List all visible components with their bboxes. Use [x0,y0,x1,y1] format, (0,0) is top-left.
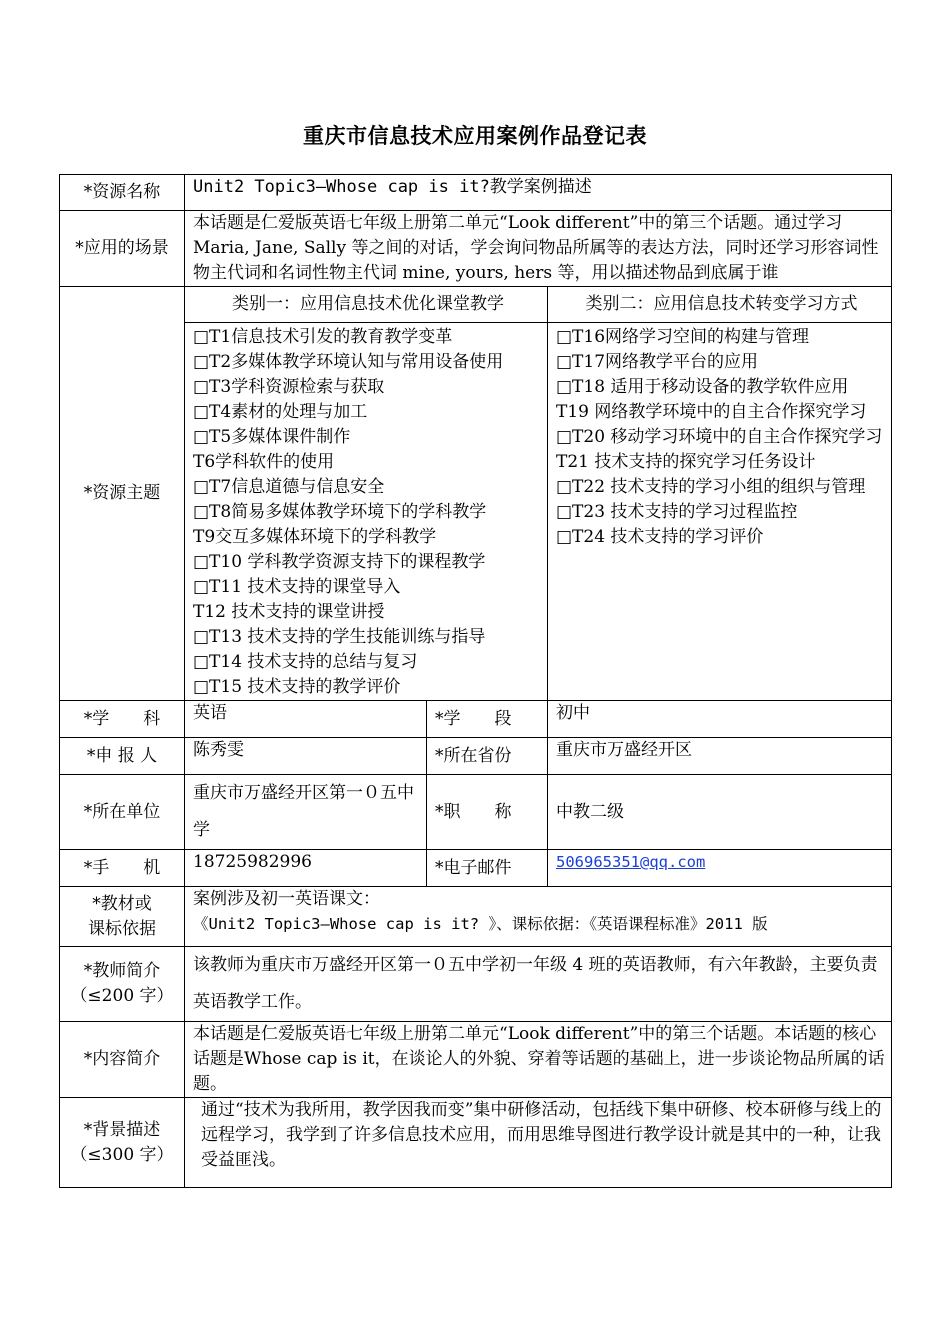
background-value: 通过“技术为我所用，教学因我而变”集中研修活动，包括线下集中研修、校本研修与线上的远程学习，我学到了许多信息技术应用，而用思维导图进行教学设计就是其中的一种，让我受益匪浅。 [185,1098,892,1188]
unit-value: 重庆市万盛经开区第一０五中学 [185,775,427,850]
topic-item-t20[interactable]: □T20 移动学习环境中的自主合作探究学习 [556,427,883,447]
subject-value: 英语 [185,701,427,738]
topic-item-t18[interactable]: □T18 适用于移动设备的教学软件应用 [556,377,849,397]
page-title: 重庆市信息技术应用案例作品登记表 [303,123,647,148]
topic-item-t16[interactable]: □T16网络学习空间的构建与管理 [556,327,810,347]
phone-value: 18725982996 [185,850,427,887]
resource-name-value: Unit2 Topic3—Whose cap is it?教学案例描述 [185,175,892,211]
email-link[interactable]: 506965351@qq.com [556,853,706,871]
topic-item-t5[interactable]: □T5多媒体课件制作 [193,427,351,447]
topic-item-t10[interactable]: □T10 学科教学资源支持下的课程教学 [193,552,486,572]
textbook-value [185,887,892,947]
email-label: *电子邮件 [427,850,548,887]
topic-item-t4[interactable]: □T4素材的处理与加工 [193,402,368,422]
background-label [60,1098,185,1188]
teacher-intro-label-line2: （≤200 字） [70,986,174,1006]
textbook-label-line1: *教材或 [92,893,152,914]
topic-item-t6[interactable]: T6学科软件的使用 [193,452,335,472]
content-intro-value: 本话题是仁爱版英语七年级上册第二单元“Look different”中的第三个话题。本话题的核心话题是Whose cap is it，在谈论人的外貌、穿着等话题的基础上，进一步谈论物品所属的话题。 [185,1022,892,1098]
topic-item-t8[interactable]: □T8简易多媒体教学环境下的学科教学 [193,502,487,522]
topic-item-t21[interactable]: T21 技术支持的探究学习任务设计 [556,452,816,472]
content-intro-label: *内容简介 [60,1022,185,1098]
topic-item-t15[interactable]: □T15 技术支持的教学评价 [193,677,401,697]
stage-label: *学 段 [427,701,548,738]
textbook-line2: 《Unit2 Topic3—Whose cap is it? 》、课标依据：《英语课程标准》2011 版 [193,915,768,933]
topic-item-t2[interactable]: □T2多媒体教学环境认知与常用设备使用 [193,352,504,372]
textbook-line1: 案例涉及初一英语课文： [193,889,380,909]
background-label-line1: *背景描述 [83,1119,161,1140]
background-label-line2: （≤300 字） [70,1144,174,1165]
topic-item-t23[interactable]: □T23 技术支持的学习过程监控 [556,502,798,522]
applicant-label: *申 报 人 [60,738,185,775]
topic-item-t14[interactable]: □T14 技术支持的总结与复习 [193,652,418,672]
topic-item-t7[interactable]: □T7信息道德与信息安全 [193,477,385,497]
scene-label: *应用的场景 [60,211,185,287]
applicant-value: 陈秀雯 [185,738,427,775]
textbook-label-line2: 课标依据 [88,918,156,939]
province-label: *所在省份 [427,738,548,775]
topic-item-t19[interactable]: T19 网络教学环境中的自主合作探究学习 [556,402,867,422]
resource-name-label: *资源名称 [60,175,185,211]
category-two-list [548,323,892,701]
topic-item-t17[interactable]: □T17网络教学平台的应用 [556,352,759,372]
phone-label: *手 机 [60,850,185,887]
topic-item-t13[interactable]: □T13 技术支持的学生技能训练与指导 [193,627,486,647]
topic-item-t22[interactable]: □T22 技术支持的学习小组的组织与管理 [556,477,866,497]
topic-item-t3[interactable]: □T3学科资源检索与获取 [193,377,385,397]
topic-item-t12[interactable]: T12 技术支持的课堂讲授 [193,602,385,622]
province-value: 重庆市万盛经开区 [548,738,892,775]
stage-value: 初中 [548,701,892,738]
email-cell [548,850,892,887]
title-rank-value: 中教二级 [548,775,892,850]
teacher-intro-label [60,947,185,1022]
category-two-title: 类别二：应用信息技术转变学习方式 [548,287,892,323]
subject-label: *学 科 [60,701,185,738]
textbook-label [60,887,185,947]
registration-form-table [59,174,892,1188]
category-one-list [185,323,548,701]
unit-label: *所在单位 [60,775,185,850]
teacher-intro-value: 该教师为重庆市万盛经开区第一０五中学初一年级 4 班的英语教师，有六年教龄，主要负责英语教学工作。 [185,947,892,1022]
topic-item-t24[interactable]: □T24 技术支持的学习评价 [556,527,764,547]
category-one-title: 类别一：应用信息技术优化课堂教学 [185,287,548,323]
topic-item-t9[interactable]: T9交互多媒体环境下的学科教学 [193,527,437,547]
topic-item-t11[interactable]: □T11 技术支持的课堂导入 [193,577,401,597]
scene-value: 本话题是仁爱版英语七年级上册第二单元“Look different”中的第三个话题。通过学习 Maria, Jane, Sally 等之间的对话，学会询问物品所属等的表达方法，同时还学习形容词性物主代词和名词性物主代词 mine, yours, hers 等，用以描述物品到底属于谁 [185,211,892,287]
topic-item-t1[interactable]: □T1信息技术引发的教育教学变革 [193,327,453,347]
title-rank-label: *职 称 [427,775,548,850]
topics-label: *资源主题 [60,287,185,701]
teacher-intro-label-line1: *教师简介 [83,961,161,981]
